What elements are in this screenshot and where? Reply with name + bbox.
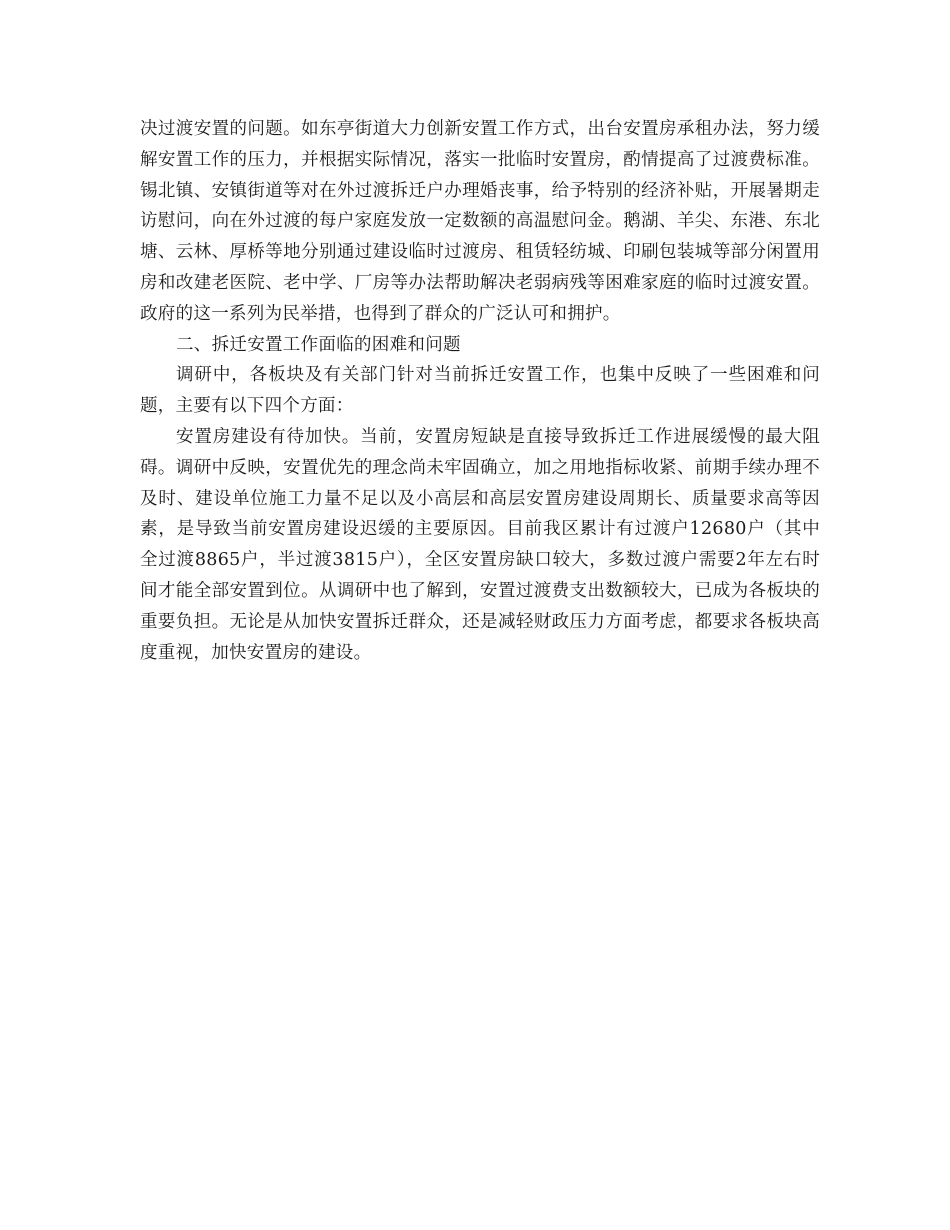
paragraph-intro: 调研中，各板块及有关部门针对当前拆迁安置工作，也集中反映了一些困难和问题，主要有以下四个方面： — [140, 365, 820, 417]
section-heading: 二、拆迁安置工作面临的困难和问题 — [176, 334, 461, 355]
document-body — [140, 114, 820, 668]
paragraph-housing: 安置房建设有待加快。当前，安置房短缺是直接导致拆迁工作进展缓慢的最大阻碍。调研中反映，安置优先的理念尚未牢固确立，加之用地指标收紧、前期手续办理不及时、建设单位施工力量不足以及小高层和高层安置房建设周期长、质量要求高等因素，是导致当前安置房建设迟缓的主要原因。目前我区累计有过渡户12680户（其中全过渡8865户，半过渡3815户），全区安置房缺口较大，多数过渡户需要2年左右时间才能全部安置到位。从调研中也了解到，安置过渡费支出数额较大，已成为各板块的重要负担。无论是从加快安置拆迁群众，还是减轻财政压力方面考虑，都要求各板块高度重视，加快安置房的建设。 — [140, 426, 820, 663]
paragraph-continuation: 决过渡安置的问题。如东亭街道大力创新安置工作方式，出台安置房承租办法，努力缓解安置工作的压力，并根据实际情况，落实一批临时安置房，酌情提高了过渡费标准。锡北镇、安镇街道等对在外过渡拆迁户办理婚丧事，给予特别的经济补贴，开展暑期走访慰问，向在外过渡的每户家庭发放一定数额的高温慰问金。鹅湖、羊尖、东港、东北塘、云林、厚桥等地分别通过建设临时过渡房、租赁轻纺城、印刷包装城等部分闲置用房和改建老医院、老中学、厂房等办法帮助解决老弱病残等困难家庭的临时过渡安置。政府的这一系列为民举措，也得到了群众的广泛认可和拥护。 — [140, 119, 820, 324]
